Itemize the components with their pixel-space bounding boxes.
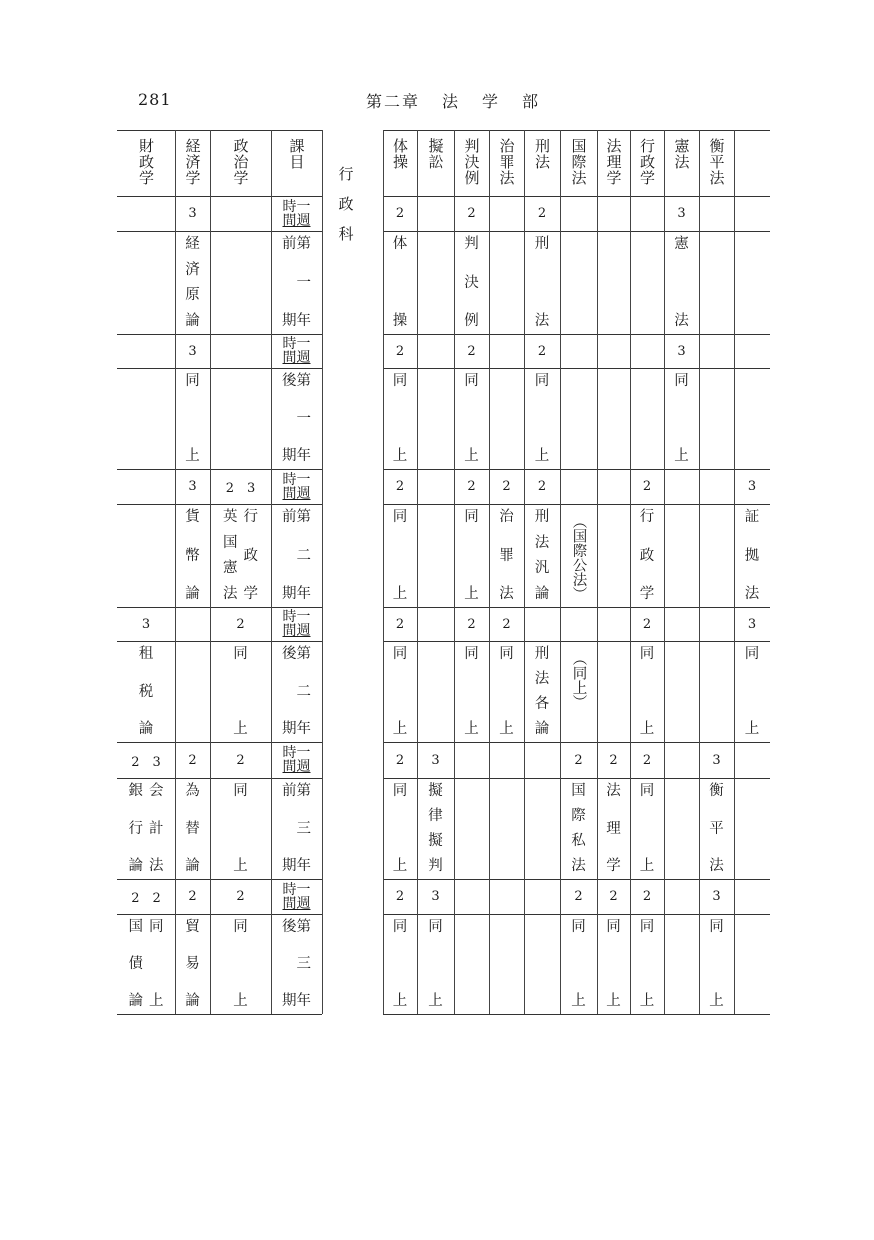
right-cell — [597, 368, 630, 469]
right-cell — [664, 742, 699, 778]
table-rule — [383, 196, 770, 197]
right-cell — [630, 334, 664, 368]
table-rule — [383, 607, 770, 608]
right-cell — [524, 914, 560, 1014]
table-rule — [383, 879, 770, 880]
right-cell: 行 政 学 — [639, 509, 655, 602]
left-cell: 後第 一 期年 — [282, 373, 311, 464]
right-cell: （国際公法） — [570, 514, 587, 601]
right-cell: 2 — [642, 616, 652, 632]
table-rule — [383, 231, 770, 232]
table-rule — [117, 879, 322, 880]
right-cell: 2 — [395, 616, 405, 632]
column-rule — [734, 130, 735, 1014]
right-cell — [524, 879, 560, 914]
right-cell: 刑 法 各 論 — [534, 646, 550, 737]
right-cell — [699, 196, 734, 231]
right-cell: 同 上 — [392, 646, 408, 737]
left-header-cell: 課目 — [287, 138, 306, 170]
left-cell: 時一 間週 — [282, 198, 311, 229]
right-cell: 同 上 — [464, 646, 479, 737]
left-cell: 租 税 論 — [138, 646, 154, 737]
department-char: 政 — [338, 195, 354, 213]
right-cell — [597, 607, 630, 641]
left-cell: 経 済 原 論 — [185, 236, 200, 329]
left-cell: 同 上 — [233, 646, 248, 737]
left-cell: 2 — [236, 616, 245, 632]
right-cell: 証 拠 法 — [744, 509, 760, 602]
left-cell: 同 上 — [233, 783, 248, 874]
column-rule — [524, 130, 525, 1014]
right-cell: 2 — [395, 479, 405, 494]
right-cell: 同 上 — [392, 373, 408, 464]
left-cell: 2 3 — [225, 481, 256, 496]
column-rule — [489, 130, 490, 1014]
left-cell — [117, 368, 175, 469]
left-cell — [210, 196, 271, 231]
left-cell: 前第 三 期年 — [282, 783, 311, 874]
right-cell — [454, 914, 489, 1014]
right-header-cell: 衡平法 — [707, 138, 726, 186]
left-cell — [117, 469, 175, 504]
column-rule — [630, 130, 631, 1014]
right-cell: 2 — [467, 343, 476, 359]
left-cell — [117, 334, 175, 368]
right-cell: 2 — [467, 616, 476, 632]
right-cell — [489, 742, 524, 778]
right-cell — [560, 469, 597, 504]
table-rule — [117, 504, 322, 505]
right-cell — [699, 607, 734, 641]
right-cell — [699, 334, 734, 368]
right-cell: 3 — [431, 889, 440, 904]
column-rule — [271, 130, 272, 1014]
table-rule — [117, 1014, 322, 1015]
table-rule — [117, 641, 322, 642]
right-cell: 衡 平 法 — [709, 783, 724, 874]
right-cell: 治 罪 法 — [499, 509, 514, 602]
left-cell: 2 3 — [131, 754, 161, 770]
right-cell — [560, 607, 597, 641]
chapter-char: 法 — [442, 92, 461, 111]
right-cell — [734, 196, 770, 231]
right-cell — [734, 914, 770, 1014]
right-header-cell: 国際法 — [569, 138, 588, 186]
right-cell — [734, 231, 770, 334]
right-cell — [417, 469, 454, 504]
right-cell — [489, 914, 524, 1014]
column-rule — [417, 130, 418, 1014]
right-cell — [734, 879, 770, 914]
left-cell: 後第 三 期年 — [282, 919, 311, 1009]
left-cell: 2 — [188, 889, 197, 904]
right-cell: 2 — [642, 752, 652, 768]
table-rule — [383, 504, 770, 505]
left-cell: 会 計 法 銀 行 論 — [128, 783, 164, 874]
right-cell — [489, 778, 524, 879]
right-cell — [597, 504, 630, 607]
right-cell: 2 — [609, 889, 618, 904]
table-rule — [117, 778, 322, 779]
column-rule — [175, 130, 176, 1014]
left-cell: 同 上 — [233, 919, 248, 1009]
right-cell: 2 — [537, 206, 547, 221]
right-header-cell: 行政学 — [638, 138, 656, 186]
right-cell — [560, 196, 597, 231]
right-header-cell: 治罪法 — [497, 138, 516, 186]
left-cell: 行 政 学 英 国 憲 法 — [223, 509, 258, 602]
right-cell — [454, 742, 489, 778]
right-cell: 2 — [395, 889, 405, 904]
column-rule — [560, 130, 561, 1014]
table-rule — [117, 231, 322, 232]
left-cell: 2 — [188, 752, 197, 768]
right-cell: 体 操 — [392, 236, 408, 329]
right-cell: 2 — [502, 479, 511, 494]
table-rule — [383, 130, 770, 131]
right-cell — [489, 334, 524, 368]
left-cell: 2 2 — [131, 891, 161, 906]
table-rule — [117, 334, 322, 335]
right-cell — [417, 368, 454, 469]
left-cell: 貿 易 論 — [185, 919, 200, 1009]
right-cell: 判 決 例 — [464, 236, 479, 329]
right-cell — [630, 196, 664, 231]
right-cell — [417, 504, 454, 607]
table-rule — [383, 368, 770, 369]
right-cell — [454, 778, 489, 879]
right-cell: 刑 法 — [534, 236, 550, 329]
right-cell: 同 上 — [392, 509, 408, 602]
right-cell: 2 — [642, 889, 652, 904]
right-cell — [734, 778, 770, 879]
chapter-char: 部 — [522, 92, 541, 111]
right-cell — [417, 607, 454, 641]
left-cell: 同 上 — [185, 373, 200, 464]
right-cell — [417, 334, 454, 368]
left-cell: 時一 間週 — [282, 881, 311, 912]
chapter-title — [366, 89, 562, 112]
left-cell: 2 — [236, 752, 245, 768]
left-cell: 後第 二 期年 — [282, 646, 311, 737]
right-cell: 擬 律 擬 判 — [428, 783, 443, 874]
right-cell: 同 上 — [534, 373, 550, 464]
left-cell — [210, 368, 271, 469]
right-cell — [454, 879, 489, 914]
right-cell — [664, 469, 699, 504]
right-cell: 同 上 — [639, 783, 655, 874]
left-cell — [117, 504, 175, 607]
left-cell: 2 — [236, 889, 245, 904]
right-cell: 2 — [467, 206, 476, 221]
column-rule — [454, 130, 455, 1014]
left-cell: 前第 一 期年 — [282, 236, 311, 329]
right-cell — [664, 778, 699, 879]
table-rule — [117, 130, 322, 131]
right-cell: 2 — [574, 752, 583, 768]
table-rule — [117, 368, 322, 369]
right-cell: 2 — [642, 479, 652, 494]
right-header-cell: 判決例 — [462, 138, 481, 186]
right-cell — [560, 368, 597, 469]
right-cell — [664, 641, 699, 742]
page-number: 281 — [138, 90, 172, 109]
left-cell: 時一 間週 — [282, 745, 311, 775]
right-cell — [699, 504, 734, 607]
left-cell: 3 — [188, 206, 197, 221]
left-cell: 3 — [188, 343, 197, 359]
right-cell: 同 上 — [744, 646, 760, 737]
left-cell: 為 替 論 — [185, 783, 200, 874]
right-cell: 3 — [747, 479, 757, 494]
right-cell: 同 上 — [392, 919, 408, 1009]
left-cell: 同 上 国 債 論 — [128, 919, 164, 1009]
left-cell — [117, 196, 175, 231]
left-cell — [175, 641, 210, 742]
right-cell: 同 上 — [709, 919, 724, 1009]
right-cell — [560, 334, 597, 368]
right-cell: 2 — [395, 752, 405, 768]
department-char: 行 — [338, 165, 354, 183]
right-cell: 同 上 — [674, 373, 689, 464]
right-cell: 2 — [574, 889, 583, 904]
chapter-label: 第二章 — [366, 92, 421, 111]
right-cell — [597, 641, 630, 742]
right-cell: 刑 法 汎 論 — [534, 509, 550, 602]
right-cell — [630, 231, 664, 334]
table-rule — [383, 1014, 770, 1015]
right-cell — [664, 504, 699, 607]
left-cell: 3 — [188, 479, 197, 494]
right-cell: 3 — [712, 889, 721, 904]
column-rule — [322, 130, 323, 1014]
left-cell: 時一 間週 — [282, 336, 311, 366]
right-cell — [417, 196, 454, 231]
right-cell — [734, 742, 770, 778]
right-cell: 法 理 学 — [606, 783, 621, 874]
left-cell: 3 — [141, 616, 151, 632]
right-cell — [630, 368, 664, 469]
right-cell: 同 上 — [392, 783, 408, 874]
right-cell: 3 — [747, 616, 757, 632]
table-rule — [383, 742, 770, 743]
right-cell — [524, 778, 560, 879]
column-rule — [210, 130, 211, 1014]
right-cell — [524, 607, 560, 641]
table-rule — [383, 914, 770, 915]
left-cell — [210, 334, 271, 368]
right-cell — [524, 742, 560, 778]
right-cell: 3 — [712, 752, 721, 768]
table-rule — [117, 742, 322, 743]
table-rule — [117, 914, 322, 915]
table-rule — [383, 469, 770, 470]
right-cell: 3 — [677, 206, 686, 221]
table-rule — [383, 641, 770, 642]
table-rule — [117, 607, 322, 608]
left-header-cell: 政治学 — [231, 138, 250, 186]
right-cell: 2 — [537, 479, 547, 494]
right-header-cell: 擬訟 — [426, 138, 445, 170]
right-cell — [489, 231, 524, 334]
right-cell: 3 — [431, 752, 440, 768]
right-cell — [560, 231, 597, 334]
right-cell: 同 上 — [464, 373, 479, 464]
right-cell: 2 — [537, 343, 547, 359]
right-cell — [597, 196, 630, 231]
right-cell — [699, 641, 734, 742]
right-cell — [597, 334, 630, 368]
right-cell — [489, 879, 524, 914]
column-rule — [664, 130, 665, 1014]
right-cell: 3 — [677, 343, 686, 359]
right-cell — [489, 196, 524, 231]
right-cell — [664, 879, 699, 914]
right-cell: 同 上 — [464, 509, 479, 602]
right-cell — [699, 368, 734, 469]
right-header-cell — [734, 130, 770, 196]
right-cell: 国 際 私 法 — [571, 783, 586, 874]
right-cell: 同 上 — [639, 646, 655, 737]
right-cell: 同 上 — [499, 646, 514, 737]
left-cell: 貨 幣 論 — [185, 509, 200, 602]
right-cell: 憲 法 — [674, 236, 689, 329]
chapter-char: 学 — [482, 92, 501, 111]
right-header-cell: 体操 — [391, 138, 409, 170]
left-cell: 時一 間週 — [282, 471, 311, 502]
left-cell — [210, 231, 271, 334]
right-cell: 同 上 — [639, 919, 655, 1009]
right-cell — [417, 231, 454, 334]
right-header-cell: 法理学 — [604, 138, 623, 186]
right-cell: 2 — [395, 206, 405, 221]
right-cell: 2 — [609, 752, 618, 768]
right-cell — [417, 641, 454, 742]
right-cell: 2 — [395, 343, 405, 359]
right-cell: 2 — [467, 479, 476, 494]
left-cell — [117, 231, 175, 334]
right-cell: 同 上 — [428, 919, 443, 1009]
right-cell — [664, 914, 699, 1014]
column-rule — [383, 130, 384, 1014]
right-cell: （同上） — [570, 651, 587, 709]
right-cell — [597, 231, 630, 334]
left-cell — [175, 607, 210, 641]
right-cell: 同 上 — [606, 919, 621, 1009]
column-rule — [597, 130, 598, 1014]
department-char: 科 — [338, 225, 354, 243]
right-cell: 2 — [502, 616, 511, 632]
right-cell — [734, 368, 770, 469]
left-cell: 時一 間週 — [282, 609, 311, 639]
department-label — [336, 162, 356, 252]
table-rule — [117, 469, 322, 470]
right-header-cell: 憲法 — [672, 138, 691, 170]
table-rule — [383, 334, 770, 335]
right-cell — [699, 469, 734, 504]
table-rule — [383, 778, 770, 779]
table-rule — [117, 196, 322, 197]
right-cell — [489, 368, 524, 469]
left-header-cell: 財政学 — [137, 138, 155, 186]
right-header-cell: 刑法 — [533, 138, 551, 170]
right-cell — [597, 469, 630, 504]
left-cell: 前第 二 期年 — [282, 509, 311, 602]
right-cell — [734, 334, 770, 368]
right-cell: 同 上 — [571, 919, 586, 1009]
right-cell — [664, 607, 699, 641]
column-rule — [699, 130, 700, 1014]
right-cell — [699, 231, 734, 334]
left-header-cell: 経済学 — [183, 138, 202, 186]
